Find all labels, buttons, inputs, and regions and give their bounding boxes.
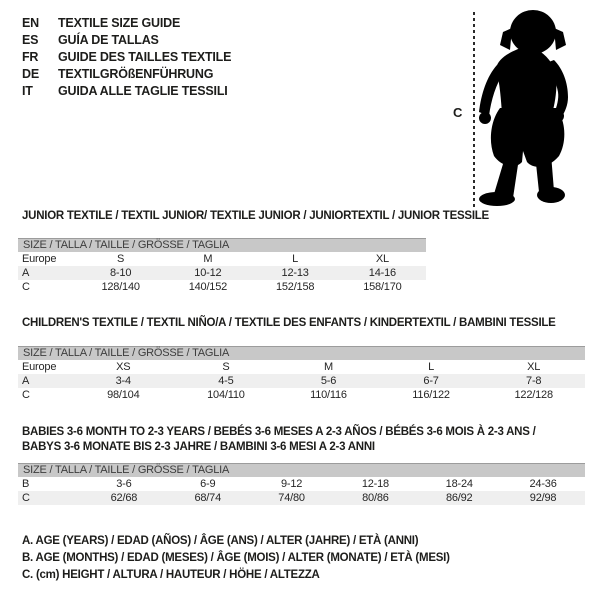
size-table-children	[18, 360, 585, 402]
language-list	[22, 15, 231, 100]
value-cell: 110/116	[310, 389, 347, 401]
value-cell: 18-24	[445, 478, 473, 490]
value-cell: 9-12	[280, 478, 303, 490]
section-title-babies-line1: BABIES 3-6 MONTH TO 2-3 YEARS / BEBÉS 3-6 MESES A 2-3 AÑOS / BÉBÉS 3-6 MOIS À 2-3 ANS /	[22, 426, 536, 438]
value-cell: XL	[527, 361, 541, 373]
value-cell: S	[222, 361, 230, 373]
value-cell: 4-5	[218, 375, 234, 387]
row-label-cell: B	[22, 478, 30, 490]
value-cell: 6-7	[423, 375, 439, 387]
language-label: GUIDA ALLE TAGLIE TESSILI	[58, 84, 228, 98]
value-cell: 24-36	[529, 478, 557, 490]
row-label-cell: C	[22, 281, 30, 293]
value-cell: 10-12	[194, 267, 222, 279]
value-cell: 128/140	[101, 281, 140, 293]
value-cell: 8-10	[110, 267, 132, 279]
language-code: IT	[22, 84, 33, 98]
value-cell: 140/152	[188, 281, 228, 293]
size-table-section-babies	[18, 463, 585, 505]
section-title-babies-line2: BABYS 3-6 MONATE BIS 2-3 JAHRE / BAMBINI 3-6 MESI A 2-3 ANNI	[22, 441, 375, 453]
value-cell: 62/68	[110, 492, 138, 504]
size-table-babies	[18, 477, 585, 505]
row-label-cell: Europe	[22, 253, 57, 265]
value-cell: 104/110	[207, 389, 245, 401]
value-cell: 86/92	[445, 492, 473, 504]
table-row	[18, 477, 585, 491]
size-header-bar: SIZE / TALLA / TAILLE / GRÖSSE / TAGLIA	[18, 463, 585, 477]
height-measure-label: C	[453, 105, 463, 120]
row-label-cell: A	[22, 375, 30, 387]
baby-silhouette	[476, 8, 572, 208]
table-row	[18, 374, 585, 388]
value-cell: 3-6	[116, 478, 132, 490]
value-cell: 3-4	[115, 375, 131, 387]
value-cell: S	[117, 253, 125, 265]
language-label: TEXTILE SIZE GUIDE	[58, 16, 181, 30]
value-cell: 116/122	[412, 389, 450, 401]
value-cell: 80/86	[362, 492, 389, 504]
section-title-babies	[22, 425, 536, 455]
value-cell: 5-6	[320, 375, 337, 387]
value-cell: 12-13	[281, 267, 309, 279]
legend-line-age-months: B. AGE (MONTHS) / EDAD (MESES) / ÂGE (MOIS) / ALTER (MONATE) / ETÀ (MESI)	[22, 552, 450, 564]
size-table-junior	[18, 252, 426, 294]
value-cell: L	[292, 253, 299, 265]
language-row	[22, 15, 231, 32]
section-title-children: CHILDREN'S TEXTILE / TEXTIL NIÑO/A / TEXTILE DES ENFANTS / KINDERTEXTIL / BAMBINI TESSILE	[22, 317, 556, 329]
value-cell: 14-16	[368, 267, 396, 279]
language-row	[22, 66, 231, 83]
value-cell: M	[324, 361, 333, 373]
row-label-cell: C	[22, 492, 30, 504]
section-title-junior: JUNIOR TEXTILE / TEXTIL JUNIOR/ TEXTILE JUNIOR / JUNIORTEXTIL / JUNIOR TESSILE	[22, 210, 489, 222]
size-header-bar: SIZE / TALLA / TAILLE / GRÖSSE / TAGLIA	[18, 346, 585, 360]
table-row	[18, 491, 585, 505]
language-label: GUÍA DE TALLAS	[58, 33, 159, 47]
legend	[22, 533, 450, 584]
size-table-section-junior	[18, 238, 426, 294]
value-cell: 158/170	[363, 281, 402, 293]
height-dashed-line	[473, 12, 475, 209]
size-table-section-children	[18, 346, 585, 402]
value-cell: XL	[375, 253, 389, 265]
value-cell: 12-18	[361, 478, 389, 490]
language-code: DE	[22, 67, 39, 81]
language-code: ES	[22, 33, 39, 47]
value-cell: 98/104	[107, 389, 140, 401]
language-label: TEXTILGRÖßENFÜHRUNG	[58, 67, 214, 81]
table-row	[18, 252, 426, 266]
language-row	[22, 32, 231, 49]
value-cell: L	[428, 361, 435, 373]
table-row	[18, 266, 426, 280]
legend-line-age-years: A. AGE (YEARS) / EDAD (AÑOS) / ÂGE (ANS) / ALTER (JAHRE) / ETÀ (ANNI)	[22, 535, 419, 547]
value-cell: 152/158	[275, 281, 315, 293]
value-cell: 92/98	[529, 492, 557, 504]
legend-line-height: C. (cm) HEIGHT / ALTURA / HAUTEUR / HÖHE / ALTEZZA	[22, 569, 320, 581]
language-code: FR	[22, 50, 39, 64]
language-label: GUIDE DES TAILLES TEXTILE	[58, 50, 232, 64]
value-cell: M	[203, 253, 213, 265]
value-cell: 6-9	[200, 478, 216, 490]
table-row	[18, 280, 426, 294]
language-code: EN	[22, 16, 39, 30]
table-row	[18, 388, 585, 402]
value-cell: 7-8	[526, 375, 542, 387]
value-cell: 122/128	[514, 389, 553, 401]
language-row	[22, 49, 231, 66]
row-label-cell: C	[22, 389, 30, 401]
row-label-cell: Europe	[22, 361, 57, 373]
size-header-bar: SIZE / TALLA / TAILLE / GRÖSSE / TAGLIA	[18, 238, 426, 252]
language-row	[22, 83, 231, 100]
table-row	[18, 360, 585, 374]
value-cell: XS	[116, 361, 131, 373]
value-cell: 74/80	[278, 492, 305, 504]
row-label-cell: A	[22, 267, 30, 279]
value-cell: 68/74	[194, 492, 221, 504]
